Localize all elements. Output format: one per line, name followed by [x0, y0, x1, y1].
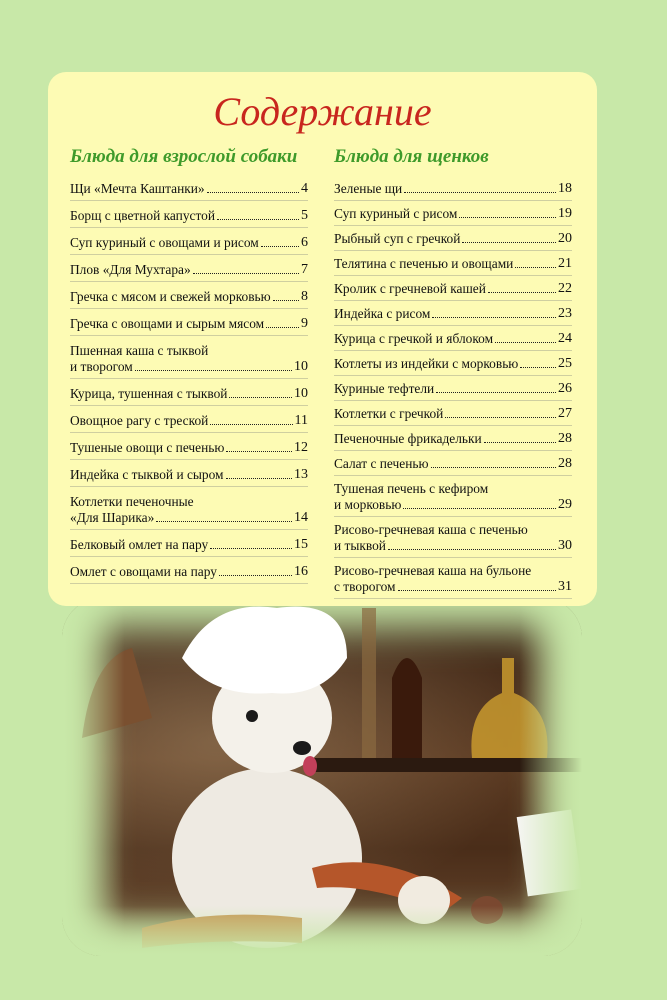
toc-entry-line: [334, 431, 572, 447]
toc-leader-dots: [388, 549, 556, 550]
toc-entry-title: Индейка с тыквой и сыром: [70, 467, 224, 482]
toc-leader-dots: [459, 217, 556, 218]
toc-entry-title: Рисово-гречневая каша с печенью: [334, 522, 528, 537]
toc-entry-line: [70, 537, 308, 553]
toc-page-number: 28: [558, 456, 572, 471]
toc-entry[interactable]: [70, 386, 308, 406]
toc-entry-title: Овощное рагу с треской: [70, 413, 209, 428]
puppy-chef-photo: [62, 598, 582, 956]
toc-entry-line: [70, 181, 308, 197]
toc-page-number: 21: [558, 256, 572, 271]
toc-entry[interactable]: [70, 235, 308, 255]
toc-page-number: 25: [558, 356, 572, 371]
toc-entry-line: [70, 316, 308, 332]
toc-leader-dots: [484, 442, 556, 443]
toc-leader-dots: [398, 590, 556, 591]
toc-entry[interactable]: [70, 343, 308, 379]
toc-page-number: 31: [558, 579, 572, 594]
toc-leader-dots: [207, 192, 299, 193]
toc-entry-line: [70, 262, 308, 278]
toc-page-number: 18: [558, 181, 572, 196]
toc-entry[interactable]: [334, 356, 572, 376]
toc-leader-dots: [210, 548, 292, 549]
toc-page-number: 22: [558, 281, 572, 296]
toc-entry-title: Тушеная печень с кефиром: [334, 481, 489, 496]
toc-entry-title: Котлеты из индейки с морковью: [334, 356, 519, 371]
toc-leader-dots: [217, 219, 299, 220]
puppy-dishes-list: [334, 181, 572, 599]
toc-leader-dots: [431, 467, 557, 468]
toc-entry[interactable]: [334, 281, 572, 301]
toc-entry-line: [70, 289, 308, 305]
toc-page-number: 23: [558, 306, 572, 321]
toc-page-number: 8: [301, 289, 308, 304]
toc-leader-dots: [229, 397, 292, 398]
toc-page-number: 14: [294, 510, 308, 525]
toc-entry-line: [334, 538, 572, 554]
toc-entry-title: Плов «Для Мухтара»: [70, 262, 191, 277]
toc-page-number: 10: [294, 386, 308, 401]
toc-leader-dots: [273, 300, 299, 301]
toc-entry-title: и тыквой: [334, 538, 386, 553]
toc-entry[interactable]: [334, 456, 572, 476]
puppy-dishes-heading: Блюда для щенков: [334, 146, 489, 167]
toc-entry-title: Салат с печенью: [334, 456, 429, 471]
toc-entry-title: и морковью: [334, 497, 402, 512]
toc-leader-dots: [515, 267, 556, 268]
toc-entry-title: Гречка с мясом и свежей морковью: [70, 289, 271, 304]
toc-entry[interactable]: [334, 522, 572, 558]
toc-page-number: 15: [294, 537, 308, 552]
toc-entry-title: Котлетки с гречкой: [334, 406, 444, 421]
page-title: Содержание: [213, 89, 432, 134]
toc-entry[interactable]: [334, 481, 572, 517]
toc-entry[interactable]: [70, 440, 308, 460]
toc-entry-line: [334, 406, 572, 422]
adult-dishes-heading: Блюда для взрослой собаки: [70, 146, 298, 167]
toc-leader-dots: [156, 521, 292, 522]
toc-entry-title: с творогом: [334, 579, 396, 594]
toc-entry-line: [70, 359, 308, 375]
toc-entry-title: Кролик с гречневой кашей: [334, 281, 486, 296]
toc-page-number: 11: [294, 413, 308, 428]
photo-fade: [62, 598, 582, 956]
toc-page-number: 9: [301, 316, 308, 331]
toc-entry-line: [334, 456, 572, 472]
toc-entry-line: [70, 386, 308, 402]
toc-page-number: 5: [301, 208, 308, 223]
toc-entry-line: [334, 256, 572, 272]
toc-entry[interactable]: [70, 181, 308, 201]
toc-page-number: 6: [301, 235, 308, 250]
toc-page-number: 7: [301, 262, 308, 277]
toc-entry[interactable]: [70, 494, 308, 530]
toc-entry-title: Куриные тефтели: [334, 381, 435, 396]
toc-entry-line: [334, 306, 572, 322]
toc-entry-line: [70, 208, 308, 224]
toc-page-number: 20: [558, 231, 572, 246]
toc-entry-title: Курица с гречкой и яблоком: [334, 331, 494, 346]
toc-entry-line: [70, 440, 308, 456]
toc-entry-title: Гречка с овощами и сырым мясом: [70, 316, 265, 331]
toc-page-number: 24: [558, 331, 572, 346]
toc-entry-line: [70, 564, 308, 580]
toc-leader-dots: [226, 478, 292, 479]
toc-entry-title: Тушеные овощи с печенью: [70, 440, 225, 455]
toc-entry[interactable]: [334, 231, 572, 251]
toc-entry[interactable]: [70, 413, 308, 433]
toc-entry-title: Пшенная каша с тыквой: [70, 343, 209, 358]
toc-entry-line: [334, 579, 572, 595]
toc-entry[interactable]: [334, 431, 572, 451]
puppy-dishes-column: [334, 146, 572, 599]
adult-dishes-list: [70, 181, 308, 584]
toc-entry[interactable]: [334, 406, 572, 426]
toc-entry-title: и творогом: [70, 359, 133, 374]
toc-leader-dots: [261, 246, 299, 247]
toc-page-number: 30: [558, 538, 572, 553]
contents-card: [48, 72, 597, 606]
toc-page-number: 12: [294, 440, 308, 455]
toc-entry[interactable]: [334, 563, 572, 599]
toc-page-number: 27: [558, 406, 572, 421]
toc-entry-title: Индейка с рисом: [334, 306, 431, 321]
toc-leader-dots: [226, 451, 292, 452]
toc-page-number: 19: [558, 206, 572, 221]
toc-entry-title: Омлет с овощами на пару: [70, 564, 217, 579]
toc-entry[interactable]: [70, 467, 308, 487]
toc-entry-title: «Для Шарика»: [70, 510, 155, 525]
toc-entry[interactable]: [70, 537, 308, 557]
toc-leader-dots: [219, 575, 292, 576]
toc-entry[interactable]: [334, 306, 572, 326]
toc-page-number: 29: [558, 497, 572, 512]
toc-entry-line: [334, 381, 572, 397]
toc-entry-title: Телятина с печенью и овощами: [334, 256, 514, 271]
toc-entry[interactable]: [70, 208, 308, 228]
toc-leader-dots: [520, 367, 556, 368]
toc-entry[interactable]: [70, 289, 308, 309]
toc-leader-dots: [488, 292, 556, 293]
toc-entry-line: [334, 181, 572, 197]
toc-entry-line: [334, 281, 572, 297]
toc-entry-line: [334, 356, 572, 372]
adult-dishes-column: [70, 146, 308, 584]
toc-entry-line: [334, 497, 572, 513]
toc-leader-dots: [135, 370, 292, 371]
toc-entry-line: [70, 467, 308, 483]
toc-entry[interactable]: [334, 181, 572, 201]
toc-leader-dots: [404, 192, 556, 193]
toc-page-number: 4: [301, 181, 308, 196]
toc-entry[interactable]: [334, 381, 572, 401]
toc-entry[interactable]: [70, 262, 308, 282]
toc-entry-line: [334, 206, 572, 222]
toc-entry-title: Печеночные фрикадельки: [334, 431, 482, 446]
toc-leader-dots: [436, 392, 556, 393]
toc-entry-title: Суп куриный с овощами и рисом: [70, 235, 259, 250]
toc-entry-title: Рисово-гречневая каша на бульоне: [334, 563, 532, 578]
toc-leader-dots: [193, 273, 299, 274]
toc-page-number: 16: [294, 564, 308, 579]
toc-entry-line: [334, 231, 572, 247]
toc-leader-dots: [445, 417, 556, 418]
toc-entry-title: Белковый омлет на пару: [70, 537, 209, 552]
toc-entry-title: Рыбный суп с гречкой: [334, 231, 461, 246]
toc-entry-title: Зеленые щи: [334, 181, 403, 196]
toc-entry[interactable]: [334, 331, 572, 351]
toc-page-number: 28: [558, 431, 572, 446]
toc-leader-dots: [403, 508, 556, 509]
toc-entry[interactable]: [70, 564, 308, 584]
toc-page-number: 13: [294, 467, 308, 482]
toc-entry-title: Борщ с цветной капустой: [70, 208, 216, 223]
toc-entry[interactable]: [334, 206, 572, 226]
toc-entry-line: [70, 235, 308, 251]
toc-page-number: 10: [294, 359, 308, 374]
toc-entry-title: Суп куриный с рисом: [334, 206, 458, 221]
toc-leader-dots: [495, 342, 556, 343]
toc-leader-dots: [462, 242, 556, 243]
toc-entry-line: [70, 510, 308, 526]
toc-entry-title: Щи «Мечта Каштанки»: [70, 181, 205, 196]
toc-entry-title: Курица, тушенная с тыквой: [70, 386, 228, 401]
toc-leader-dots: [210, 424, 292, 425]
toc-entry-line: [70, 413, 308, 429]
toc-entry-title: Котлетки печеночные: [70, 494, 194, 509]
toc-entry[interactable]: [70, 316, 308, 336]
toc-leader-dots: [432, 317, 556, 318]
toc-entry-line: [334, 331, 572, 347]
toc-entry[interactable]: [334, 256, 572, 276]
toc-leader-dots: [266, 327, 299, 328]
toc-page-number: 26: [558, 381, 572, 396]
